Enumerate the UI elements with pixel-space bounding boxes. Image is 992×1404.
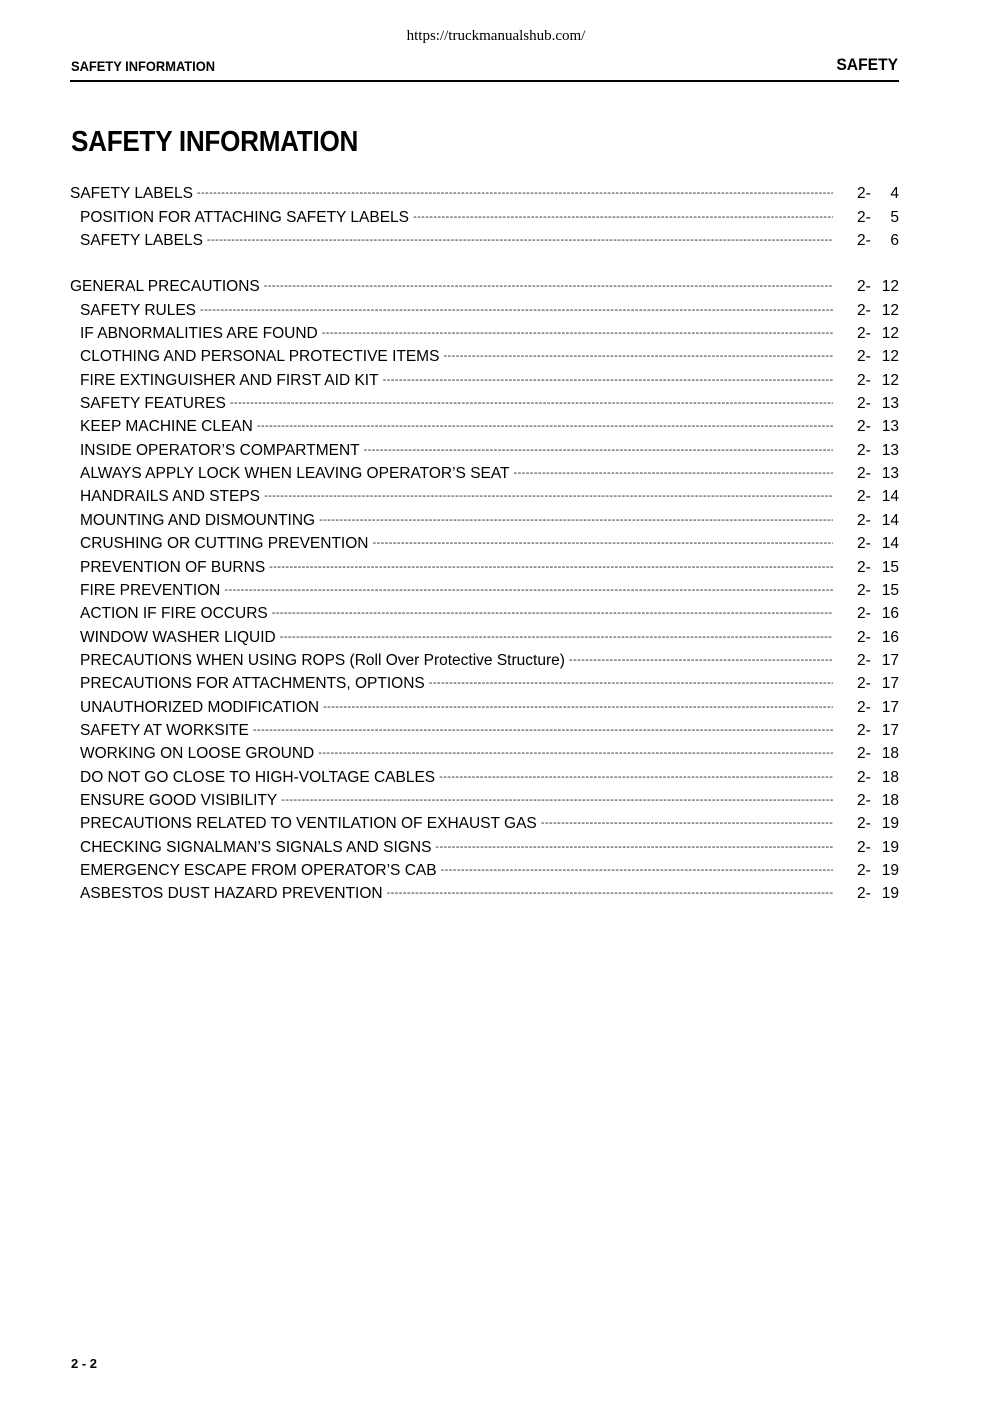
toc-entry-title: WINDOW WASHER LIQUID: [80, 628, 276, 646]
source-url[interactable]: https://truckmanualshub.com/: [406, 28, 586, 44]
toc-entry[interactable]: [70, 672, 899, 695]
toc-entry[interactable]: [70, 742, 899, 765]
dot-leader: [429, 672, 833, 695]
dot-leader: [413, 206, 833, 229]
page-prefix: 2-: [857, 745, 871, 763]
toc-entry-page: [837, 766, 899, 789]
toc-entry-page: [837, 369, 899, 392]
page-prefix: 2-: [857, 395, 871, 413]
toc-entry-title: PRECAUTIONS RELATED TO VENTILATION OF EXHAUST GAS: [80, 815, 537, 833]
toc-entry[interactable]: [70, 368, 899, 391]
dot-leader: [197, 182, 833, 205]
toc-entry-title: PRECAUTIONS FOR ATTACHMENTS, OPTIONS: [80, 675, 425, 693]
page-number-value: 16: [881, 628, 899, 646]
dot-leader: [269, 556, 833, 579]
toc-entry[interactable]: [70, 625, 899, 648]
toc-entry[interactable]: [70, 229, 899, 252]
toc-entry[interactable]: [70, 532, 899, 555]
toc-entry-title: FIRE PREVENTION: [80, 581, 221, 599]
page-number-value: 18: [881, 745, 899, 763]
dot-leader: [435, 836, 833, 859]
toc-entry-title: EMERGENCY ESCAPE FROM OPERATOR’S CAB: [80, 861, 437, 879]
toc-entry[interactable]: [70, 812, 899, 835]
toc-entry[interactable]: [70, 719, 899, 742]
page-prefix: 2-: [857, 208, 871, 226]
dot-leader: [253, 719, 833, 742]
toc-entry-page: [837, 299, 899, 322]
dot-leader: [541, 812, 833, 835]
page-prefix: 2-: [857, 815, 871, 833]
toc-entry[interactable]: [70, 415, 899, 438]
page-prefix: 2-: [857, 371, 871, 389]
page-number-value: 19: [881, 885, 899, 903]
toc-entry-page: [837, 882, 899, 905]
dot-leader: [264, 485, 833, 508]
toc-entry-title: SAFETY FEATURES: [80, 395, 226, 413]
page-prefix: 2-: [857, 791, 871, 809]
page-prefix: 2-: [857, 698, 871, 716]
toc-entry[interactable]: [70, 859, 899, 882]
page-number-value: 13: [881, 465, 899, 483]
toc-entry[interactable]: [70, 555, 899, 578]
dot-leader: [230, 392, 833, 415]
dot-leader: [264, 275, 833, 298]
page-number-value: 12: [881, 325, 899, 343]
dot-leader: [272, 602, 833, 625]
toc-entry-title: MOUNTING AND DISMOUNTING: [80, 511, 316, 529]
toc-entry-title: WORKING ON LOOSE GROUND: [80, 745, 315, 763]
page-number-value: 14: [881, 488, 899, 506]
toc-entry-title: CHECKING SIGNALMAN’S SIGNALS AND SIGNS: [80, 838, 432, 856]
page-prefix: 2-: [857, 628, 871, 646]
page-prefix: 2-: [857, 418, 871, 436]
page-number-value: 4: [890, 185, 899, 203]
toc-entry-title: ACTION IF FIRE OCCURS: [80, 605, 268, 623]
dot-leader: [441, 859, 833, 882]
toc-entry-title: ASBESTOS DUST HAZARD PREVENTION: [80, 885, 383, 903]
page-number-value: 13: [881, 395, 899, 413]
toc-entry[interactable]: [70, 205, 899, 228]
toc-entry-page: [837, 859, 899, 882]
header-rule: [70, 80, 899, 82]
toc-entry-page: [837, 649, 899, 672]
dot-leader: [443, 345, 833, 368]
toc-entry-title: KEEP MACHINE CLEAN: [80, 418, 253, 436]
page-number: 2 - 2: [71, 1356, 98, 1371]
dot-leader: [364, 439, 833, 462]
dot-leader: [439, 766, 833, 789]
toc-entry-page: [837, 322, 899, 345]
dot-leader: [322, 322, 833, 345]
toc-entry-title: CRUSHING OR CUTTING PREVENTION: [80, 535, 369, 553]
dot-leader: [323, 696, 833, 719]
page-prefix: 2-: [857, 861, 871, 879]
page-prefix: 2-: [857, 838, 871, 856]
toc-entry-page: [837, 579, 899, 602]
page-prefix: 2-: [857, 185, 871, 203]
page-prefix: 2-: [857, 605, 871, 623]
page-number-value: 14: [881, 535, 899, 553]
page-prefix: 2-: [857, 488, 871, 506]
page-prefix: 2-: [857, 301, 871, 319]
page-number-value: 13: [881, 418, 899, 436]
toc-entry[interactable]: [70, 882, 899, 905]
toc-entry-page: [837, 602, 899, 625]
toc-entry-page: [837, 836, 899, 859]
page-number-value: 17: [881, 651, 899, 669]
page-number-value: 19: [881, 815, 899, 833]
dot-leader: [207, 229, 833, 252]
toc-entry[interactable]: [70, 765, 899, 788]
toc-entry-title: SAFETY LABELS: [80, 232, 203, 250]
toc-entry[interactable]: [70, 298, 899, 321]
running-header-chapter: SAFETY: [836, 55, 898, 74]
page-prefix: 2-: [857, 232, 871, 250]
page-number-value: 18: [881, 768, 899, 786]
page-prefix: 2-: [857, 348, 871, 366]
page-number-value: 16: [881, 605, 899, 623]
toc-entry-page: [837, 672, 899, 695]
page-number-value: 5: [890, 208, 899, 226]
toc-entry[interactable]: [70, 789, 899, 812]
toc-entry[interactable]: [70, 695, 899, 718]
toc-entry[interactable]: [70, 602, 899, 625]
toc-entry-title: SAFETY LABELS: [70, 185, 193, 203]
page-number-value: 12: [881, 371, 899, 389]
toc-entry-title: DO NOT GO CLOSE TO HIGH-VOLTAGE CABLES: [80, 768, 436, 786]
table-of-contents: [70, 182, 899, 905]
toc-entry-page: [837, 742, 899, 765]
toc-entry-title: IF ABNORMALITIES ARE FOUND: [80, 325, 318, 343]
toc-entry[interactable]: [70, 835, 899, 858]
dot-leader: [372, 532, 833, 555]
toc-entry-page: [837, 696, 899, 719]
toc-entry-page: [837, 556, 899, 579]
page-number-value: 19: [881, 838, 899, 856]
toc-entry-page: [837, 439, 899, 462]
toc-entry-page: [837, 392, 899, 415]
page-prefix: 2-: [857, 535, 871, 553]
toc-entry[interactable]: [70, 462, 899, 485]
toc-entry[interactable]: [70, 579, 899, 602]
page-prefix: 2-: [857, 581, 871, 599]
toc-entry-page: [837, 626, 899, 649]
page-number-value: 15: [881, 558, 899, 576]
toc-entry-title: ENSURE GOOD VISIBILITY: [80, 791, 278, 809]
page-number-value: 15: [881, 581, 899, 599]
toc-entry-title: ALWAYS APPLY LOCK WHEN LEAVING OPERATOR’S SEAT: [80, 465, 510, 483]
page-number-value: 12: [881, 301, 899, 319]
toc-entry-title: CLOTHING AND PERSONAL PROTECTIVE ITEMS: [80, 348, 440, 366]
page-prefix: 2-: [857, 768, 871, 786]
dot-leader: [387, 882, 833, 905]
page-number-value: 17: [881, 675, 899, 693]
dot-leader: [319, 509, 833, 532]
toc-entry[interactable]: [70, 485, 899, 508]
toc-entry-title: GENERAL PRECAUTIONS: [70, 278, 260, 296]
dot-leader: [200, 299, 833, 322]
page-number-value: 13: [881, 441, 899, 459]
toc-entry-page: [837, 345, 899, 368]
page-prefix: 2-: [857, 325, 871, 343]
toc-entry-page: [837, 532, 899, 555]
toc-entry-page: [837, 229, 899, 252]
page-number-value: 14: [881, 511, 899, 529]
page-number-value: 19: [881, 861, 899, 879]
toc-entry[interactable]: [70, 322, 899, 345]
dot-leader: [257, 415, 833, 438]
toc-entry-title: POSITION FOR ATTACHING SAFETY LABELS: [80, 208, 410, 226]
toc-entry-title: FIRE EXTINGUISHER AND FIRST AID KIT: [80, 371, 379, 389]
dot-leader: [383, 369, 833, 392]
page-prefix: 2-: [857, 558, 871, 576]
toc-entry-page: [837, 485, 899, 508]
dot-leader: [569, 649, 833, 672]
toc-entry-title: PRECAUTIONS WHEN USING ROPS (Roll Over Protective Structure): [80, 651, 565, 669]
page-prefix: 2-: [857, 511, 871, 529]
page-prefix: 2-: [857, 465, 871, 483]
toc-entry-title: SAFETY AT WORKSITE: [80, 721, 249, 739]
toc-entry[interactable]: [70, 392, 899, 415]
page-prefix: 2-: [857, 278, 871, 296]
dot-leader: [224, 579, 833, 602]
page-number-value: 17: [881, 721, 899, 739]
toc-entry-page: [837, 182, 899, 205]
page-number-value: 18: [881, 791, 899, 809]
toc-entry[interactable]: [70, 649, 899, 672]
page-prefix: 2-: [857, 675, 871, 693]
page-number-value: 6: [890, 232, 899, 250]
toc-entry-title: PREVENTION OF BURNS: [80, 558, 266, 576]
toc-entry-page: [837, 812, 899, 835]
page-prefix: 2-: [857, 721, 871, 739]
page-prefix: 2-: [857, 441, 871, 459]
dot-leader: [318, 742, 833, 765]
toc-entry[interactable]: [70, 438, 899, 461]
toc-entry-page: [837, 719, 899, 742]
page-title: SAFETY INFORMATION: [71, 126, 359, 158]
toc-entry-page: [837, 275, 899, 298]
page-prefix: 2-: [857, 885, 871, 903]
toc-entry-title: HANDRAILS AND STEPS: [80, 488, 261, 506]
toc-entry-page: [837, 415, 899, 438]
dot-leader: [280, 626, 833, 649]
toc-entry-title: SAFETY RULES: [80, 301, 197, 319]
toc-entry-page: [837, 789, 899, 812]
toc-entry[interactable]: [70, 508, 899, 531]
toc-entry[interactable]: [70, 182, 899, 205]
toc-entry-page: [837, 509, 899, 532]
toc-entry-title: INSIDE OPERATOR’S COMPARTMENT: [80, 441, 360, 459]
running-header-section: SAFETY INFORMATION: [71, 58, 216, 74]
dot-leader: [281, 789, 833, 812]
toc-entry[interactable]: [70, 275, 899, 298]
page-prefix: 2-: [857, 651, 871, 669]
toc-entry-page: [837, 462, 899, 485]
page-number-value: 17: [881, 698, 899, 716]
toc-entry[interactable]: [70, 345, 899, 368]
page-number-value: 12: [881, 278, 899, 296]
page-number-value: 12: [881, 348, 899, 366]
dot-leader: [514, 462, 833, 485]
toc-entry-page: [837, 206, 899, 229]
toc-entry-title: UNAUTHORIZED MODIFICATION: [80, 698, 320, 716]
